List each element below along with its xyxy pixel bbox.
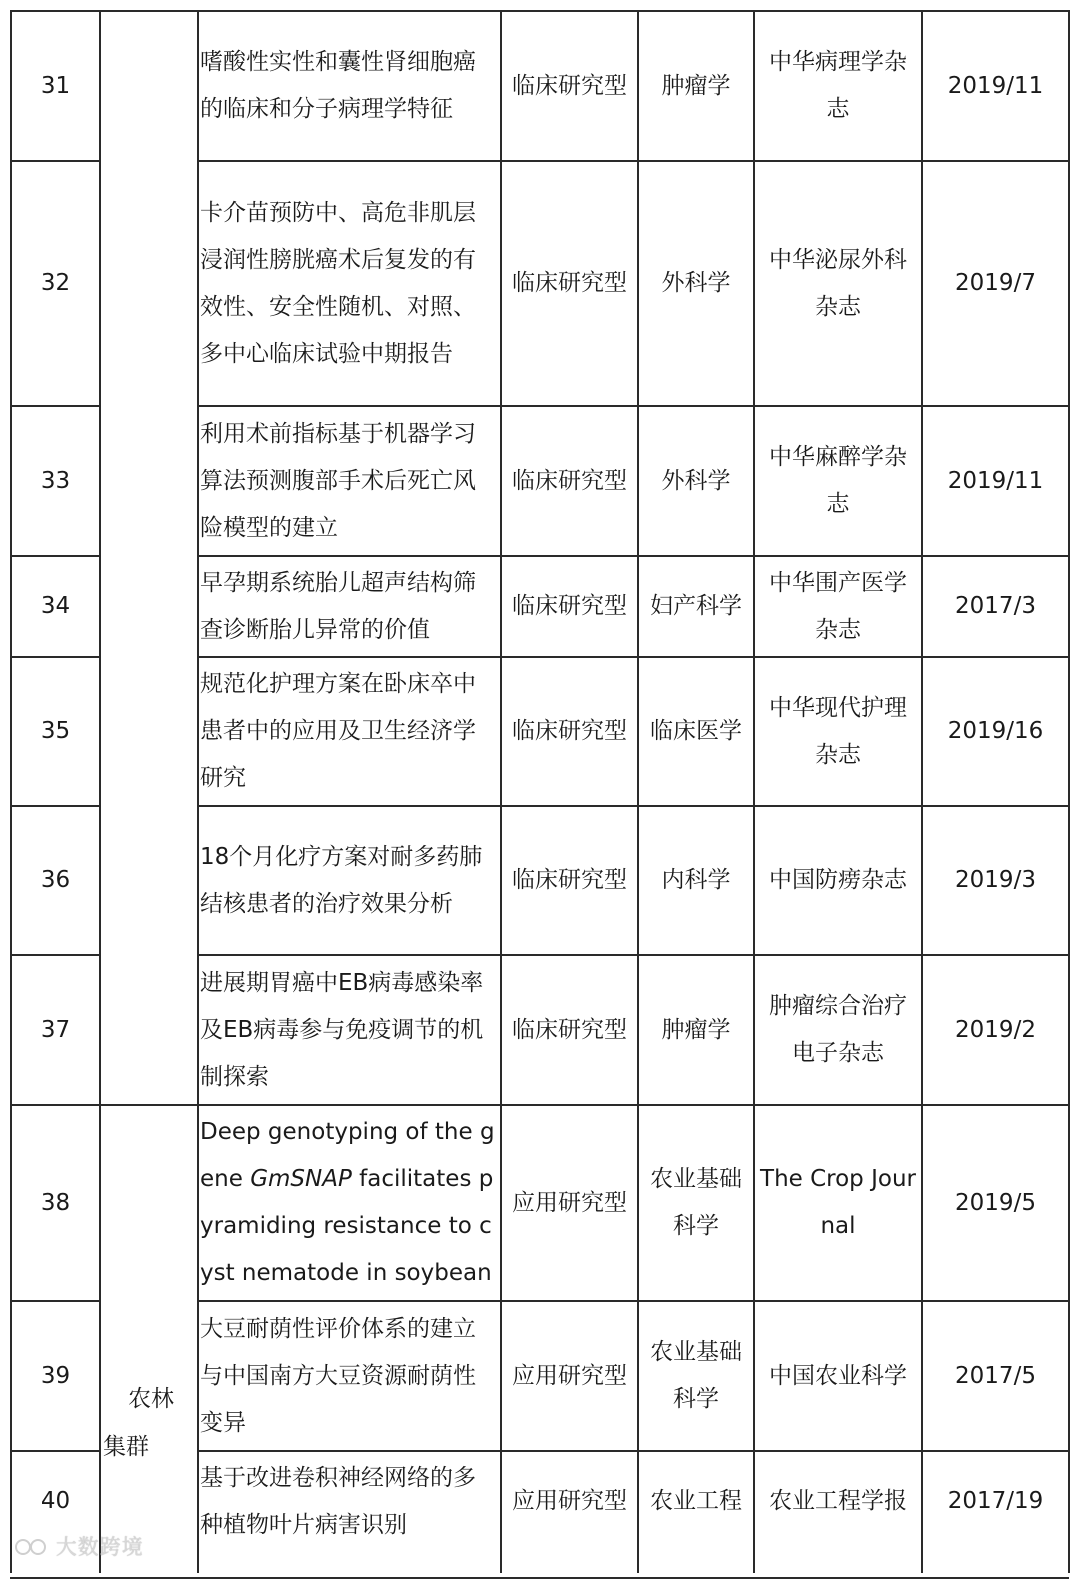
journal: 中华麻醉学杂志 xyxy=(769,444,907,517)
row-number: 33 xyxy=(40,467,71,494)
field: 妇产科学 xyxy=(650,593,742,619)
row-number: 34 xyxy=(40,593,71,619)
field: 农业基础科学 xyxy=(650,1339,742,1412)
paper-title: 规范化护理方案在卧床卒中患者中的应用及卫生经济学研究 xyxy=(200,671,476,791)
journal: 中华围产医学杂志 xyxy=(769,569,907,643)
paper-title xyxy=(199,1106,500,1300)
research-type: 应用研究型 xyxy=(512,1189,627,1216)
publish-date: 2019/2 xyxy=(955,1016,1036,1043)
paper-title: 嗜酸性实性和囊性肾细胞癌的临床和分子病理学特征 xyxy=(200,49,476,122)
research-type: 临床研究型 xyxy=(512,1016,627,1043)
column-divider xyxy=(1068,10,1070,1573)
journal: 中华现代护理杂志 xyxy=(769,694,907,768)
publish-date: 2019/3 xyxy=(955,867,1036,893)
publish-date: 2019/11 xyxy=(947,467,1044,494)
journal: 中华泌尿外科杂志 xyxy=(769,246,907,320)
journal: The Crop Journal xyxy=(760,1166,916,1239)
field: 肿瘤学 xyxy=(661,72,731,99)
journal: 肿瘤综合治疗电子杂志 xyxy=(769,993,907,1066)
research-type: 临床研究型 xyxy=(512,718,627,744)
research-type: 应用研究型 xyxy=(512,1362,627,1389)
column-divider xyxy=(99,10,101,1573)
category-label: 农林 xyxy=(128,1386,174,1412)
field: 农业工程 xyxy=(650,1488,742,1514)
field: 外科学 xyxy=(661,270,731,296)
paper-title: 18个月化疗方案对耐多药肺结核患者的治疗效果分析 xyxy=(200,843,483,917)
row-number: 31 xyxy=(40,72,71,99)
paper-title: 卡介苗预防中、高危非肌层浸润性膀胱癌术后复发的有效性、安全性随机、对照、多中心临床试验中期报告 xyxy=(200,199,476,367)
field: 内科学 xyxy=(661,867,731,893)
publish-date: 2019/11 xyxy=(947,72,1044,99)
publish-date: 2017/3 xyxy=(955,593,1036,619)
field: 肿瘤学 xyxy=(661,1016,731,1043)
field: 临床医学 xyxy=(650,718,742,744)
gene-name: GmSNAP xyxy=(250,1166,352,1192)
paper-title: 基于改进卷积神经网络的多种植物叶片病害识别 xyxy=(200,1464,476,1538)
row-number: 39 xyxy=(40,1362,71,1389)
journal: 农业工程学报 xyxy=(769,1488,907,1514)
watermark-logo-icon xyxy=(14,1537,48,1557)
row-number: 37 xyxy=(40,1016,71,1043)
row-number: 32 xyxy=(40,270,71,296)
row-number: 35 xyxy=(40,718,71,744)
publish-date: 2019/7 xyxy=(955,270,1036,296)
field: 农业基础科学 xyxy=(650,1166,742,1239)
research-type: 临床研究型 xyxy=(512,270,627,296)
watermark: 大数跨境 xyxy=(14,1531,144,1561)
category-label: 集群 xyxy=(103,1434,149,1460)
research-type: 应用研究型 xyxy=(512,1488,627,1514)
paper-title-part: Deep genotyping of the gene xyxy=(200,1119,495,1192)
paper-title: 利用术前指标基于机器学习算法预测腹部手术后死亡风险模型的建立 xyxy=(200,420,476,541)
row-number: 38 xyxy=(40,1189,71,1216)
field: 外科学 xyxy=(661,467,731,494)
journal: 中国防痨杂志 xyxy=(769,867,907,893)
research-type: 临床研究型 xyxy=(512,72,627,99)
publish-date: 2019/5 xyxy=(955,1189,1036,1216)
publish-date: 2017/5 xyxy=(955,1362,1036,1389)
row-number: 40 xyxy=(40,1488,71,1514)
research-type: 临床研究型 xyxy=(512,593,627,619)
paper-title: 大豆耐荫性评价体系的建立与中国南方大豆资源耐荫性变异 xyxy=(200,1315,476,1436)
paper-title-part: facilitates pyramiding resistance to cyst nematode in soybean xyxy=(200,1166,494,1286)
paper-title: 进展期胃癌中EB病毒感染率及EB病毒参与免疫调节的机制探索 xyxy=(200,969,484,1090)
publish-date: 2019/16 xyxy=(947,718,1044,744)
research-type: 临床研究型 xyxy=(512,867,627,893)
journal: 中华病理学杂志 xyxy=(769,49,907,122)
journal: 中国农业科学 xyxy=(769,1362,907,1389)
publish-date: 2017/19 xyxy=(947,1488,1044,1514)
row-number: 36 xyxy=(40,867,71,893)
paper-title: 早孕期系统胎儿超声结构筛查诊断胎儿异常的价值 xyxy=(200,569,476,643)
research-type: 临床研究型 xyxy=(512,467,627,494)
